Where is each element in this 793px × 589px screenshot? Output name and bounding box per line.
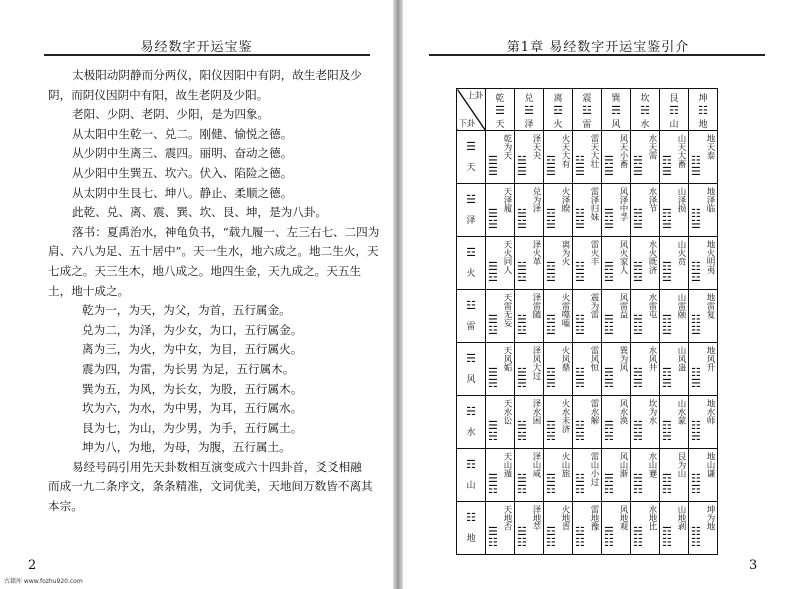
hexagram-cell	[573, 343, 602, 396]
hexagram-name: 雷地豫	[589, 505, 599, 531]
hexagram-cell	[515, 290, 544, 343]
trigram-element: 风	[466, 375, 476, 385]
hexagram-symbol: ☱ ☲	[517, 260, 527, 284]
hexagram-cell	[544, 237, 573, 290]
corner-upper-label: 上卦	[467, 91, 483, 100]
hexagram-name: 风泽中孚	[618, 187, 628, 221]
hexagram-name: 火山旅	[560, 452, 570, 478]
hexagram-symbol: ☰ ☴	[488, 366, 498, 390]
hexagram-name: 天雷无妄	[502, 293, 512, 327]
hexagram-cell	[486, 343, 515, 396]
hexagram-name: 雷泽归妹	[589, 187, 599, 221]
hexagram-name: 泽风大过	[531, 346, 541, 380]
hexagram-name: 泽山咸	[531, 452, 541, 478]
hexagram-symbol: ☵ ☷	[633, 525, 643, 549]
hexagram-symbol: ☴ ☳	[604, 313, 614, 337]
trigram-name: 乾	[495, 94, 505, 104]
hexagram-symbol: ☵ ☳	[633, 313, 643, 337]
hexagram-name: 山火贲	[676, 240, 686, 266]
hexagram-symbol: ☴ ☰	[604, 154, 614, 178]
paragraph-line: 艮为七，为山，为少男，为手，五行属土。	[82, 420, 303, 435]
paragraph-line: 土，地十成之。	[48, 283, 130, 298]
hexagram-symbol: ☷ ☳	[691, 313, 701, 337]
hexagram-name: 天泽履	[502, 187, 512, 213]
trigram-element: 雷	[582, 120, 592, 130]
hexagram-name: 火泽睽	[560, 187, 570, 213]
trigram-symbol: ☴	[611, 104, 621, 117]
hexagram-name: 山雷颐	[676, 293, 686, 319]
paragraph-line: 而成一九二条序文，条条精准，文词优美，天地间万数皆不离其	[48, 479, 373, 494]
paragraph-line: 七成之。天三生木，地八成之。地四生金，天九成之。天五生	[48, 263, 362, 278]
hexagram-cell	[602, 290, 631, 343]
hexagram-symbol: ☰ ☳	[488, 313, 498, 337]
hexagram-name: 乾为天	[502, 134, 512, 160]
hexagram-cell	[660, 449, 689, 502]
hexagram-cell	[486, 184, 515, 237]
trigram-symbol: ☴	[466, 352, 476, 365]
paragraph-line: 从少阳中生巽五、坎六。伏入、陷险之德。	[72, 165, 293, 180]
hexagram-name: 山天大畜	[676, 134, 686, 168]
hexagram-symbol: ☷ ☲	[691, 260, 701, 284]
row-header	[457, 343, 486, 396]
trigram-element: 风	[611, 120, 621, 130]
trigram-element: 地	[698, 120, 708, 130]
hexagram-symbol: ☵ ☵	[633, 419, 643, 443]
hexagram-name: 地风升	[705, 346, 715, 372]
site-watermark: 古籍库 www.fozhu920.com	[4, 578, 83, 585]
column-header	[544, 89, 573, 131]
hexagram-cell	[602, 131, 631, 184]
hexagram-cell	[631, 237, 660, 290]
hexagram-cell	[602, 237, 631, 290]
trigram-symbol: ☰	[495, 104, 505, 117]
hexagram-cell	[631, 131, 660, 184]
trigram-element: 地	[466, 534, 476, 544]
hexagram-name: 天山遁	[502, 452, 512, 478]
hexagram-name: 火地晋	[560, 505, 570, 531]
hexagram-name: 地泽临	[705, 187, 715, 213]
hexagram-name: 泽地萃	[531, 505, 541, 531]
trigram-element: 火	[466, 269, 476, 279]
hexagram-symbol: ☳ ☷	[575, 525, 585, 549]
trigram-symbol: ☵	[466, 405, 476, 418]
hexagram-symbol: ☳ ☵	[575, 419, 585, 443]
row-header	[457, 396, 486, 449]
trigram-name: 震	[582, 94, 592, 104]
hexagram-symbol: ☲ ☲	[546, 260, 556, 284]
right-page	[403, 0, 793, 589]
trigram-symbol: ☰	[466, 140, 476, 153]
hexagram-name: 泽天夬	[531, 134, 541, 160]
paragraph-line: 坎为六，为水，为中男，为耳，五行属水。	[82, 401, 303, 416]
hexagram-cell	[515, 237, 544, 290]
hexagram-symbol: ☳ ☴	[575, 366, 585, 390]
hexagram-symbol: ☵ ☲	[633, 260, 643, 284]
hexagram-cell	[660, 131, 689, 184]
trigram-element: 山	[669, 120, 679, 130]
hexagram-cell	[602, 449, 631, 502]
hexagram-symbol: ☶ ☲	[662, 260, 672, 284]
hexagram-cell	[660, 396, 689, 449]
column-header	[631, 89, 660, 131]
trigram-symbol: ☵	[640, 104, 650, 117]
paragraph-line: 阴，而阴仪因阴中有阳，故生老阴及少阳。	[48, 87, 269, 102]
paragraph-line: 此乾、兑、离、震、巽、坎、艮、坤，是为八卦。	[72, 205, 328, 220]
hexagram-name: 火风鼎	[560, 346, 570, 372]
hexagram-name: 雷天大壮	[589, 134, 599, 168]
hexagram-cell	[602, 396, 631, 449]
hexagram-name: 地天泰	[705, 134, 715, 160]
header-rule	[44, 54, 370, 56]
hexagram-cell	[573, 449, 602, 502]
hexagram-symbol: ☲ ☴	[546, 366, 556, 390]
hexagram-cell	[631, 396, 660, 449]
paragraph-line: 从少阴中生离三、震四。丽明、奋动之德。	[72, 146, 293, 161]
trigram-symbol: ☱	[466, 193, 476, 206]
paragraph-line: 落书：夏禹治水，神龟负书，“载九履一、左三右七、二四为	[72, 224, 380, 239]
left-page	[0, 0, 393, 589]
trigram-symbol: ☶	[466, 458, 476, 471]
trigram-element: 天	[495, 120, 505, 130]
row-header	[457, 184, 486, 237]
hexagram-symbol: ☷ ☷	[691, 525, 701, 549]
hexagram-cell	[631, 502, 660, 555]
hexagram-symbol: ☷ ☶	[691, 472, 701, 496]
header-rule	[429, 54, 765, 56]
hexagram-name: 泽水困	[531, 399, 541, 425]
row-header	[457, 237, 486, 290]
hexagram-name: 地雷复	[705, 293, 715, 319]
hexagram-cell	[602, 343, 631, 396]
hexagram-symbol: ☳ ☰	[575, 154, 585, 178]
paragraph-line: 乾为一，为天，为父，为首，五行属金。	[82, 303, 291, 318]
hexagram-symbol: ☶ ☷	[662, 525, 672, 549]
hexagram-cell	[660, 290, 689, 343]
hexagram-cell	[631, 290, 660, 343]
hexagram-name: 火天大有	[560, 134, 570, 168]
table-row	[457, 502, 718, 555]
paragraph-line: 肩、六八为足、五十居中”。天一生水，地六成之。地二生火，天	[48, 244, 379, 259]
hexagram-cell	[486, 290, 515, 343]
table-corner	[457, 89, 486, 131]
table-row	[457, 396, 718, 449]
trigram-name: 坎	[640, 94, 650, 104]
hexagram-cell	[689, 131, 718, 184]
paragraph-line: 巽为五，为风，为长女，为股，五行属木。	[82, 381, 303, 396]
hexagram-symbol: ☱ ☴	[517, 366, 527, 390]
hexagram-symbol: ☷ ☴	[691, 366, 701, 390]
table-row	[457, 290, 718, 343]
hexagram-symbol: ☱ ☰	[517, 154, 527, 178]
row-header	[457, 449, 486, 502]
hexagram-symbol: ☱ ☳	[517, 313, 527, 337]
hexagram-symbol: ☰ ☲	[488, 260, 498, 284]
hexagram-cell	[689, 396, 718, 449]
hexagram-symbol: ☶ ☵	[662, 419, 672, 443]
hexagram-name: 山水蒙	[676, 399, 686, 425]
hexagram-name: 震为雷	[589, 293, 599, 319]
hexagram-symbol: ☳ ☱	[575, 207, 585, 231]
trigram-symbol: ☶	[669, 104, 679, 117]
hexagram-cell	[515, 131, 544, 184]
hexagram-cell	[602, 502, 631, 555]
hexagram-name: 水地比	[647, 505, 657, 531]
right-page-header: 第1章 易经数字开运宝鉴引介	[506, 40, 690, 55]
hexagram-symbol: ☴ ☵	[604, 419, 614, 443]
hexagram-name: 雷火丰	[589, 240, 599, 266]
hexagram-symbol: ☵ ☴	[633, 366, 643, 390]
hexagram-symbol: ☲ ☳	[546, 313, 556, 337]
hexagram-cell	[544, 131, 573, 184]
trigram-element: 泽	[524, 120, 534, 130]
hexagram-name: 山泽损	[676, 187, 686, 213]
page-number: 2	[28, 558, 37, 573]
paragraph-line: 兑为二，为泽，为少女，为口，五行属金。	[82, 322, 303, 337]
hexagram-cell	[515, 184, 544, 237]
hexagram-cell	[631, 343, 660, 396]
paragraph-line: 易经号码引用先天卦数相互演变成六十四卦首，爻爻相融	[72, 459, 362, 474]
hexagram-name: 离为火	[560, 240, 570, 266]
hexagram-name: 地水师	[705, 399, 715, 425]
hexagram-name: 水雷屯	[647, 293, 657, 319]
hexagram-symbol: ☲ ☱	[546, 207, 556, 231]
hexagram-name: 风山渐	[618, 452, 628, 478]
hexagram-symbol: ☱ ☱	[517, 207, 527, 231]
hexagram-name: 兑为泽	[531, 187, 541, 213]
hexagram-cell	[631, 449, 660, 502]
hexagram-symbol: ☴ ☲	[604, 260, 614, 284]
hexagram-symbol: ☴ ☴	[604, 366, 614, 390]
hexagram-name: 风水涣	[618, 399, 628, 425]
hexagram-symbol: ☲ ☶	[546, 472, 556, 496]
hexagram-symbol: ☱ ☶	[517, 472, 527, 496]
hexagram-name: 雷风恒	[589, 346, 599, 372]
column-header	[689, 89, 718, 131]
hexagram-symbol: ☳ ☶	[575, 472, 585, 496]
hexagram-cell	[544, 343, 573, 396]
hexagram-cell	[515, 396, 544, 449]
hexagram-symbol: ☶ ☴	[662, 366, 672, 390]
hexagram-cell	[689, 184, 718, 237]
trigram-symbol: ☲	[553, 104, 563, 117]
hexagram-symbol: ☷ ☵	[691, 419, 701, 443]
hexagram-cell	[515, 343, 544, 396]
hexagram-symbol: ☷ ☱	[691, 207, 701, 231]
hexagram-name: 水风井	[647, 346, 657, 372]
paragraph-line: 坤为八，为地，为母，为腹，五行属土。	[82, 440, 291, 455]
hexagram-name: 泽雷随	[531, 293, 541, 319]
hexagram-symbol: ☵ ☰	[633, 154, 643, 178]
hexagram-cell	[486, 396, 515, 449]
column-header	[486, 89, 515, 131]
hexagram-cell	[544, 184, 573, 237]
corner-lower-label: 下卦	[459, 119, 475, 128]
hexagram-symbol: ☰ ☰	[488, 154, 498, 178]
hexagram-name: 巽为风	[618, 346, 628, 372]
hexagram-cell	[486, 131, 515, 184]
hexagram-cell	[573, 502, 602, 555]
hexagram-symbol: ☲ ☵	[546, 419, 556, 443]
trigram-element: 泽	[466, 216, 476, 226]
hexagram-cell	[515, 502, 544, 555]
table-row	[457, 343, 718, 396]
column-header	[573, 89, 602, 131]
hexagram-name: 天地否	[502, 505, 512, 531]
hexagram-cell	[544, 502, 573, 555]
hexagram-name: 水天需	[647, 134, 657, 160]
table-row	[457, 131, 718, 184]
hexagram-symbol: ☲ ☰	[546, 154, 556, 178]
row-header	[457, 131, 486, 184]
paragraph-line: 太极阳动阴静而分两仪，阳仪因阳中有阴，故生老阳及少	[72, 68, 362, 82]
hexagram-name: 山地剥	[676, 505, 686, 531]
hexagram-symbol: ☴ ☷	[604, 525, 614, 549]
hexagram-cell	[573, 396, 602, 449]
book-gutter	[393, 0, 403, 589]
hexagram-cell	[544, 449, 573, 502]
trigram-symbol: ☱	[524, 104, 534, 117]
trigram-name: 兑	[524, 94, 534, 104]
paragraph-line: 老阳、少阴、老阴、少阳，是为四象。	[72, 107, 270, 122]
trigram-symbol: ☳	[466, 299, 476, 312]
hexagram-cell	[689, 290, 718, 343]
paragraph-line: 本宗。	[48, 499, 83, 514]
hexagram-symbol: ☰ ☷	[488, 525, 498, 549]
hexagram-name: 泽火革	[531, 240, 541, 266]
trigram-symbol: ☷	[698, 104, 708, 117]
hexagram-name: 火水未济	[560, 399, 570, 433]
hexagram-name: 风地观	[618, 505, 628, 531]
hexagram-name: 风雷益	[618, 293, 628, 319]
hexagram-symbol: ☴ ☱	[604, 207, 614, 231]
hexagram-symbol: ☱ ☵	[517, 419, 527, 443]
hexagram-name: 坎为水	[647, 399, 657, 425]
hexagram-cell	[573, 184, 602, 237]
hexagram-symbol: ☷ ☰	[691, 154, 701, 178]
hexagram-name: 水山蹇	[647, 452, 657, 478]
hexagram-table	[456, 88, 718, 555]
hexagram-cell	[602, 184, 631, 237]
hexagram-name: 天火同人	[502, 240, 512, 274]
trigram-symbol: ☳	[582, 104, 592, 117]
hexagram-name: 火雷噬嗑	[560, 293, 570, 327]
trigram-element: 水	[466, 428, 476, 438]
hexagram-name: 地山谦	[705, 452, 715, 478]
hexagram-cell	[689, 343, 718, 396]
hexagram-cell	[660, 184, 689, 237]
hexagram-name: 水火既济	[647, 240, 657, 274]
trigram-element: 火	[553, 120, 563, 130]
left-page-header: 易经数字开运宝鉴	[140, 40, 253, 55]
body-text	[48, 66, 380, 517]
hexagram-symbol: ☲ ☷	[546, 525, 556, 549]
hexagram-cell	[486, 237, 515, 290]
hexagram-symbol: ☵ ☱	[633, 207, 643, 231]
hexagram-cell	[660, 237, 689, 290]
hexagram-cell	[631, 184, 660, 237]
trigram-name: 离	[553, 94, 563, 104]
hexagram-cell	[515, 449, 544, 502]
hexagram-symbol: ☰ ☶	[488, 472, 498, 496]
table-row	[457, 449, 718, 502]
hexagram-symbol: ☱ ☷	[517, 525, 527, 549]
hexagram-name: 地火明夷	[705, 240, 715, 274]
hexagram-name: 雷山小过	[589, 452, 599, 486]
trigram-symbol: ☷	[466, 511, 476, 524]
hexagram-symbol: ☶ ☰	[662, 154, 672, 178]
hexagram-symbol: ☶ ☳	[662, 313, 672, 337]
trigram-element: 天	[466, 163, 476, 173]
hexagram-symbol: ☰ ☵	[488, 419, 498, 443]
trigram-name: 坤	[698, 94, 708, 104]
hexagram-name: 雷水解	[589, 399, 599, 425]
hexagram-symbol: ☵ ☶	[633, 472, 643, 496]
paragraph-line: 从太阴中生艮七、坤八。静止、柔顺之德。	[72, 185, 293, 200]
hexagram-cell	[573, 131, 602, 184]
hexagram-cell	[486, 449, 515, 502]
hexagram-name: 艮为山	[676, 452, 686, 478]
trigram-symbol: ☲	[466, 246, 476, 259]
table-row	[457, 237, 718, 290]
trigram-element: 水	[640, 120, 650, 130]
row-header	[457, 290, 486, 343]
hexagram-cell	[689, 502, 718, 555]
column-header	[515, 89, 544, 131]
hexagram-cell	[486, 502, 515, 555]
hexagram-symbol: ☳ ☲	[575, 260, 585, 284]
hexagram-name: 水泽节	[647, 187, 657, 213]
hexagram-symbol: ☴ ☶	[604, 472, 614, 496]
hexagram-cell	[544, 396, 573, 449]
hexagram-cell	[660, 502, 689, 555]
hexagram-symbol: ☳ ☳	[575, 313, 585, 337]
hexagram-name: 山风蛊	[676, 346, 686, 372]
column-header	[660, 89, 689, 131]
paragraph-line: 离为三，为火，为中女，为目，五行属火。	[82, 342, 303, 357]
trigram-element: 雷	[466, 322, 476, 332]
hexagram-symbol: ☰ ☱	[488, 207, 498, 231]
trigram-name: 巽	[611, 94, 621, 104]
trigram-element: 山	[466, 481, 476, 491]
hexagram-symbol: ☶ ☶	[662, 472, 672, 496]
hexagram-cell	[573, 237, 602, 290]
table-row	[457, 184, 718, 237]
row-header	[457, 502, 486, 555]
hexagram-name: 天风姤	[502, 346, 512, 372]
paragraph-line: 从太阳中生乾一、兑二。刚健、愉悦之德。	[72, 126, 293, 141]
hexagram-cell	[573, 290, 602, 343]
hexagram-cell	[689, 449, 718, 502]
trigram-name: 艮	[669, 94, 679, 104]
hexagram-name: 坤为地	[705, 505, 715, 531]
page-number: 3	[749, 558, 758, 573]
column-header	[602, 89, 631, 131]
hexagram-cell	[660, 343, 689, 396]
table-header-row	[457, 89, 718, 131]
hexagram-name: 天水讼	[502, 399, 512, 425]
hexagram-name: 风火家人	[618, 240, 628, 274]
hexagram-symbol: ☶ ☱	[662, 207, 672, 231]
hexagram-cell	[689, 237, 718, 290]
hexagram-cell	[544, 290, 573, 343]
hexagram-name: 风天小畜	[618, 134, 628, 168]
paragraph-line: 震为四，为雷，为长男 为足，五行属木。	[82, 361, 295, 376]
